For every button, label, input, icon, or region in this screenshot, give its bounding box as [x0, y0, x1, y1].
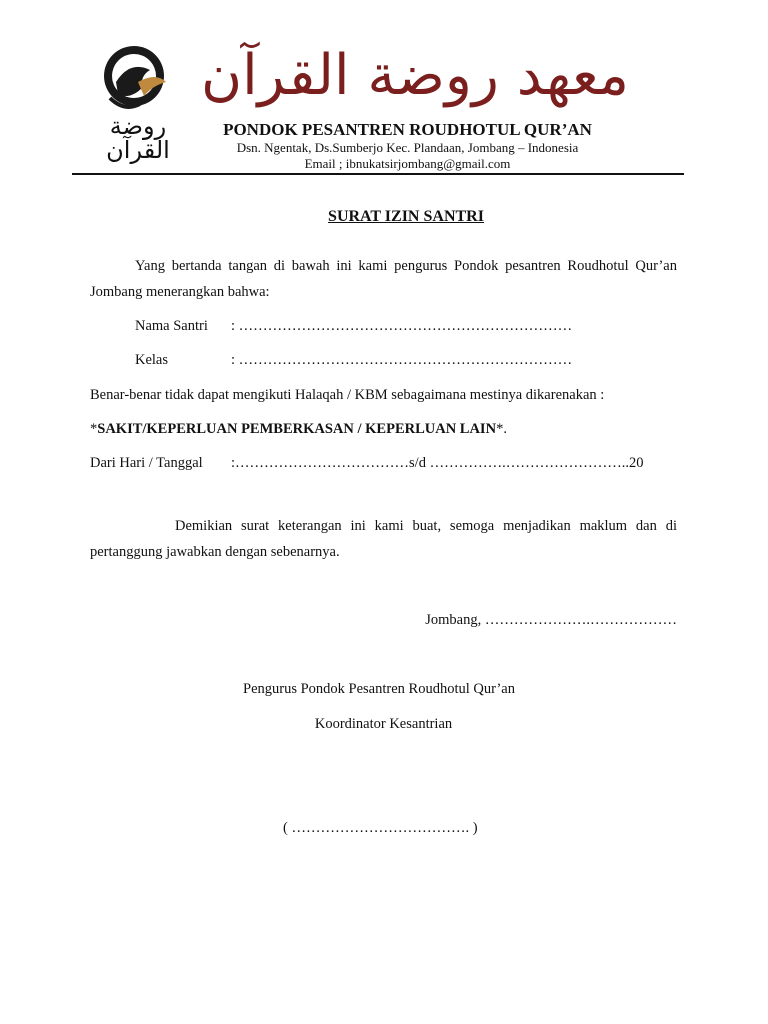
letter-title: SURAT IZIN SANTRI — [328, 208, 484, 225]
name-label: Nama Santri — [135, 318, 208, 334]
signer-role: Koordinator Kesantrian — [314, 716, 453, 732]
name-field: : …………………………………………………………… — [231, 318, 573, 334]
place-and-date: Jombang, ………………….……………… — [425, 612, 677, 628]
intro-line-2: Jombang menerangkan bahwa: — [90, 284, 270, 300]
closing-line-2: pertanggung jawabkan dengan sebenarnya. — [90, 544, 340, 560]
closing-paragraph — [90, 513, 677, 565]
reason-options — [90, 421, 507, 438]
class-label: Kelas — [135, 352, 169, 368]
signature-line-wrap — [90, 820, 677, 837]
reason-suffix: *. — [496, 421, 507, 437]
signer-organization: Pengurus Pondok Pesantren Roudhotul Qur’an — [243, 681, 515, 697]
closing-line-1: Demikian surat keterangan ini kami buat, semoga menjadikan maklum dan di — [175, 518, 677, 534]
letterhead-divider — [72, 173, 684, 175]
institution-address: Dsn. Ngentak, Ds.Sumberjo Kec. Plandaan, Jombang – Indonesia — [236, 140, 579, 155]
institution-email: Email ; ibnukatsirjombang@gmail.com — [304, 156, 511, 171]
arabic-institution-title: معهد روضة القرآن — [200, 43, 629, 108]
logo-arabic-text: روضة القرآن — [106, 112, 170, 164]
signer-organization-wrap — [90, 681, 677, 698]
signature-line: ( ………………………………. ) — [283, 820, 478, 836]
date-field: :………………………………s/d …………….……………………..20 — [231, 455, 644, 471]
class-field: : …………………………………………………………… — [231, 352, 573, 368]
reason-prefix: * — [90, 421, 98, 437]
institution-name: PONDOK PESANTREN ROUDHOTUL QUR’AN — [223, 120, 592, 139]
reason-intro: Benar-benar tidak dapat mengikuti Halaqah / KBM sebagaimana mestinya dikarenakan : — [90, 387, 605, 403]
reason-options-text: SAKIT/KEPERLUAN PEMBERKASAN / KEPERLUAN LAIN — [97, 421, 497, 437]
date-label: Dari Hari / Tanggal — [90, 455, 203, 471]
intro-paragraph — [90, 253, 677, 305]
intro-line-1: Yang bertanda tangan di bawah ini kami pengurus Pondok pesantren Roudhotul Qur’an — [135, 258, 677, 274]
